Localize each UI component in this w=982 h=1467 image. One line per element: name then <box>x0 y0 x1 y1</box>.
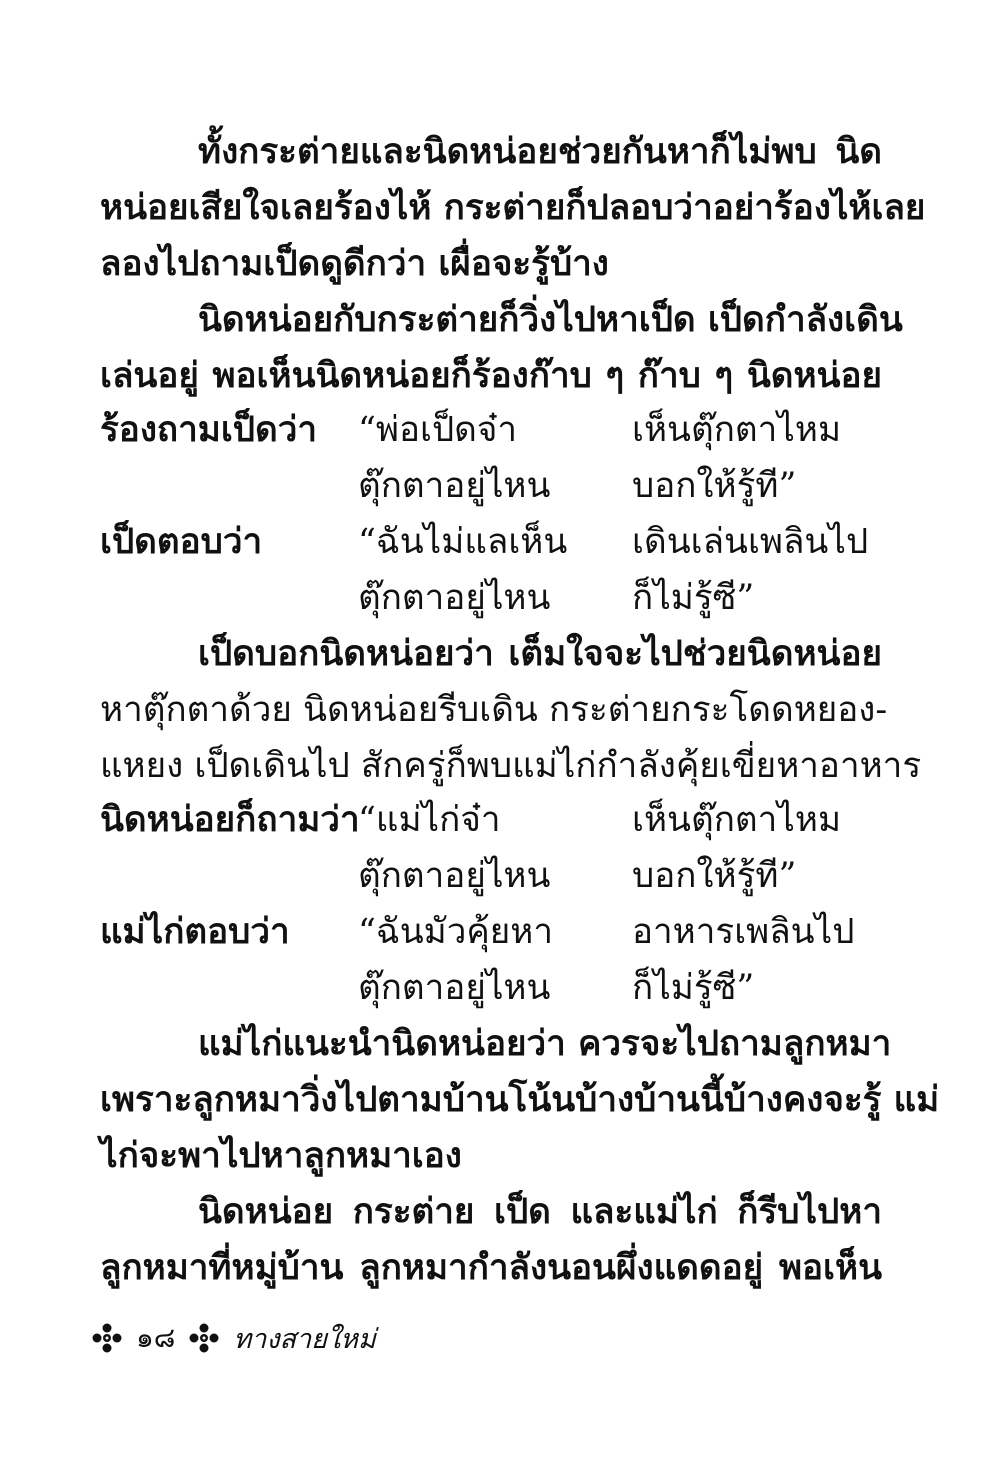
paragraph-line: ลูกหมาที่หมู่บ้าน ลูกหมากำลังนอนผึ่งแดดอยู่ พอเห็น <box>100 1247 882 1288</box>
verse-first-half: “ฉันมัวคุ้ยหา <box>358 912 554 952</box>
flower-ornament-icon <box>189 1323 219 1353</box>
paragraph-line: เพราะลูกหมาวิ่งไปตามบ้านโน้นบ้างบ้านนี้บ้างคงจะรู้ แม่ <box>100 1079 940 1120</box>
verse-second-half: ก็ไม่รู้ซี” <box>632 578 755 618</box>
book-title: ทางสายใหม่ <box>233 1323 376 1355</box>
dialogue-speaker: เป็ดตอบว่า <box>100 521 263 562</box>
paragraph-line: นิดหน่อย กระต่าย เป็ด และแม่ไก่ ก็รีบไปหา <box>198 1191 882 1232</box>
verse-second-half: เห็นตุ๊กตาไหม <box>632 800 842 840</box>
verse-first-half: ตุ๊กตาอยู่ไหน <box>358 578 551 618</box>
dialogue-speaker: นิดหน่อยก็ถามว่า <box>100 799 360 840</box>
flower-ornament-icon <box>92 1323 122 1353</box>
verse-first-half: “แม่ไก่จ๋า <box>358 800 501 840</box>
paragraph-line: เป็ดบอกนิดหน่อยว่า เต็มใจจะไปช่วยนิดหน่อย <box>198 633 882 674</box>
verse-second-half: ก็ไม่รู้ซี” <box>632 968 755 1008</box>
verse-first-half: “ฉันไม่แลเห็น <box>358 522 568 562</box>
verse-second-half: บอกให้รู้ที” <box>632 466 797 506</box>
verse-second-half: เดินเล่นเพลินไป <box>632 522 869 562</box>
paragraph-line: ลองไปถามเป็ดดูดีกว่า เผื่อจะรู้บ้าง <box>100 243 609 284</box>
paragraph-line: ทั้งกระต่ายและนิดหน่อยช่วยกันหาก็ไม่พบ นิด <box>198 131 882 172</box>
paragraph-line: หน่อยเสียใจเลยร้องไห้ กระต่ายก็ปลอบว่าอย่าร้องไห้เลย <box>100 187 926 228</box>
paragraph-line: ไก่จะพาไปหาลูกหมาเอง <box>100 1135 462 1176</box>
paragraph-line: แม่ไก่แนะนำนิดหน่อยว่า ควรจะไปถามลูกหมา <box>198 1023 892 1064</box>
dialogue-speaker: ร้องถามเป็ดว่า <box>100 409 318 450</box>
verse-first-half: ตุ๊กตาอยู่ไหน <box>358 466 551 506</box>
paragraph-line: แหยง เป็ดเดินไป สักครู่ก็พบแม่ไก่กำลังคุ้ยเขี่ยหาอาหาร <box>100 746 922 786</box>
verse-second-half: บอกให้รู้ที” <box>632 856 797 896</box>
verse-first-half: ตุ๊กตาอยู่ไหน <box>358 856 551 896</box>
verse-second-half: เห็นตุ๊กตาไหม <box>632 410 842 450</box>
dialogue-speaker: แม่ไก่ตอบว่า <box>100 911 290 952</box>
paragraph-line: นิดหน่อยกับกระต่ายก็วิ่งไปหาเป็ด เป็ดกำลังเดิน <box>198 299 903 340</box>
verse-first-half: ตุ๊กตาอยู่ไหน <box>358 968 551 1008</box>
paragraph-line: เล่นอยู่ พอเห็นนิดหน่อยก็ร้องก๊าบ ๆ ก๊าบ ๆ นิดหน่อย <box>100 355 882 396</box>
verse-first-half: “พ่อเป็ดจ๋า <box>358 410 518 450</box>
page-number: ๑๘ <box>136 1321 176 1354</box>
page-footer <box>92 1318 376 1358</box>
paragraph-line: หาตุ๊กตาด้วย นิดหน่อยรีบเดิน กระต่ายกระโดดหยอง- <box>100 690 888 730</box>
verse-second-half: อาหารเพลินไป <box>632 912 855 952</box>
